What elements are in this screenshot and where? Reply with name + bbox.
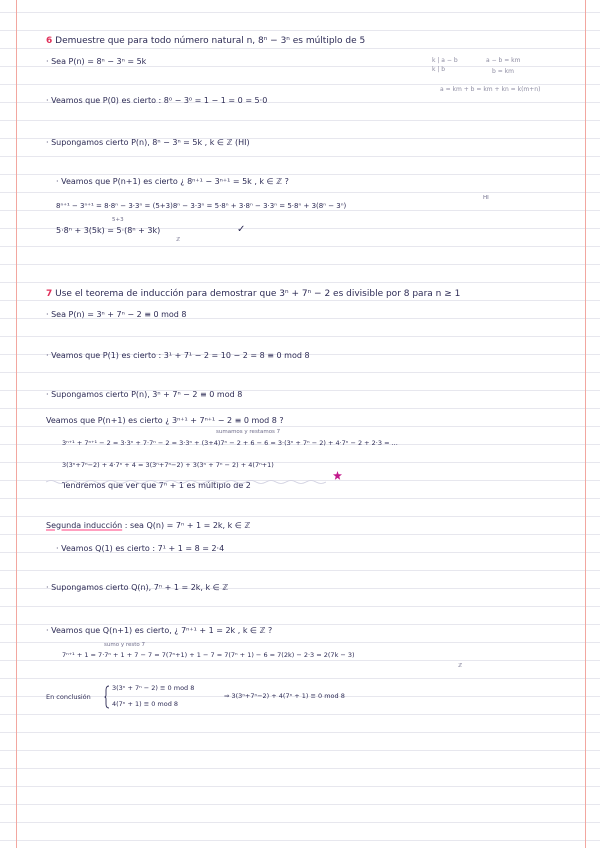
brace-icon <box>104 685 110 709</box>
p6-line-2: · Veamos que P(0) es cierto : 8⁰ − 3⁰ = 1 − 1 = 0 = 5·0 <box>46 96 268 105</box>
p6-side-note-4: b = km <box>492 68 514 75</box>
problem-6-statement: Demuestre que para todo número natural n, 8ⁿ − 3ⁿ es múltiplo de 5 <box>55 36 366 46</box>
p7-line-3: · Supongamos cierto P(n), 3ⁿ + 7ⁿ − 2 ≡ 0 mod 8 <box>46 390 243 399</box>
p6-line-3: · Supongamos cierto P(n), 8ⁿ − 3ⁿ = 5k , k ∈ ℤ (HI) <box>46 138 250 147</box>
p7-line-8: · Veamos Q(1) es cierto : 7¹ + 1 = 8 = 2·4 <box>56 544 225 553</box>
p7-line-11-note: sumo y resto 7 <box>104 642 145 648</box>
p6-side-note-3: a − b = km <box>486 57 521 64</box>
problem-6-heading <box>46 37 365 46</box>
p6-side-note-2: k | b <box>432 66 446 73</box>
p7-line-1: · Sea P(n) = 3ⁿ + 7ⁿ − 2 ≡ 0 mod 8 <box>46 310 187 319</box>
p6-line-4: · Veamos que P(n+1) es cierto ¿ 8ⁿ⁺¹ − 3ⁿ⁺¹ = 5k , k ∈ ℤ ? <box>56 177 289 186</box>
p6-line-6: 5·8ⁿ + 3(5k) = 5·(8ⁿ + 3k) <box>56 226 161 235</box>
wavy-underline <box>46 479 326 485</box>
problem-7-statement: Use el teorema de inducción para demostrar que 3ⁿ + 7ⁿ − 2 es divisible por 8 para n ≥ 1 <box>55 289 461 299</box>
problem-6-number: 6 <box>46 36 53 46</box>
p6-side-note-5: a = km + b = km + kn = k(m+n) <box>440 86 541 93</box>
conclusion-label: En conclusión <box>46 693 91 701</box>
p6-line-5: 8ⁿ⁺¹ − 3ⁿ⁺¹ = 8·8ⁿ − 3·3ⁿ = (5+3)8ⁿ − 3·3ⁿ = 5·8ⁿ + 3·8ⁿ − 3·3ⁿ = 5·8ⁿ + 3(8ⁿ − 3ⁿ) <box>56 202 347 210</box>
second-induction-definition: : sea Q(n) = 7ⁿ + 1 = 2k, k ∈ ℤ <box>124 521 251 530</box>
conclusion-result: ⇒ 3(3ⁿ+7ⁿ−2) + 4(7ⁿ + 1) ≡ 0 mod 8 <box>224 692 345 700</box>
p7-line-4: Veamos que P(n+1) es cierto ¿ 3ⁿ⁺¹ + 7ⁿ⁺¹ − 2 ≡ 0 mod 8 ? <box>46 416 284 425</box>
p7-line-7: Tendremos que ver que 7ⁿ + 1 es múltiplo de 2 <box>62 481 251 490</box>
star-icon <box>333 471 342 480</box>
p6-z-mark: ℤ <box>176 237 181 243</box>
p7-line-9: · Supongamos cierto Q(n), 7ⁿ + 1 = 2k, k ∈ ℤ <box>46 583 229 592</box>
p7-line-10: · Veamos que Q(n+1) es cierto, ¿ 7ⁿ⁺¹ + 1 = 2k , k ∈ ℤ ? <box>46 626 273 635</box>
conclusion-line-1: 3(3ⁿ + 7ⁿ − 2) ≡ 0 mod 8 <box>112 684 195 692</box>
p7-line-2: · Veamos que P(1) es cierto : 3¹ + 7¹ − 2 = 10 − 2 = 8 ≡ 0 mod 8 <box>46 351 310 360</box>
p7-z-mark: ℤ <box>458 663 463 669</box>
p7-line-11: 7ⁿ⁺¹ + 1 = 7·7ⁿ + 1 + 7 − 7 = 7(7ⁿ+1) + 1 − 7 = 7(7ⁿ + 1) − 6 = 7(2k) − 2·3 = 2(7k − 3) <box>62 651 355 659</box>
check-icon: ✓ <box>237 224 246 235</box>
p7-line-5-note: sumamos y restamos 7 <box>216 429 281 435</box>
right-margin-line <box>585 0 586 848</box>
p7-line-6: 3(3ⁿ+7ⁿ−2) + 4·7ⁿ + 4 = 3(3ⁿ+7ⁿ−2) + 3(3ⁿ + 7ⁿ − 2) + 4(7ⁿ+1) <box>62 461 274 469</box>
p6-side-note-1: k | a − b <box>432 57 458 64</box>
p7-line-5: 3ⁿ⁺¹ + 7ⁿ⁺¹ − 2 = 3·3ⁿ + 7·7ⁿ − 2 = 3·3ⁿ + (3+4)7ⁿ − 2 + 6 − 6 = 3·(3ⁿ + 7ⁿ − 2) + 4·7ⁿ − 2 + 2·3 = ... <box>62 439 398 447</box>
conclusion-line-2: 4(7ⁿ + 1) ≡ 0 mod 8 <box>112 700 179 708</box>
p6-hi-mark: HI <box>483 195 489 201</box>
p6-line-1: · Sea P(n) = 8ⁿ − 3ⁿ = 5k <box>46 57 147 66</box>
problem-7-heading <box>46 290 460 299</box>
second-induction-title: Segunda inducción <box>46 521 123 530</box>
left-margin-line <box>16 0 17 848</box>
problem-7-number: 7 <box>46 289 53 299</box>
second-induction-heading <box>46 522 250 530</box>
p6-line-6-note: 5+3 <box>112 217 124 223</box>
